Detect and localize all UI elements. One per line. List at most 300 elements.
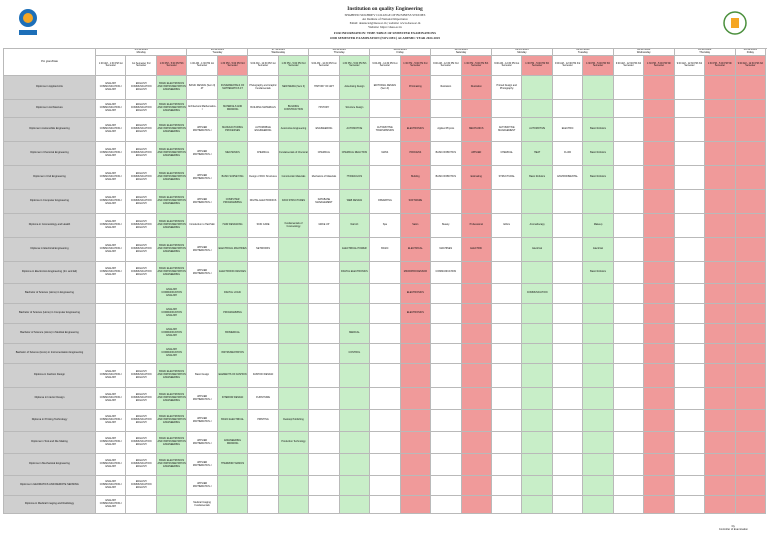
exam-cell <box>491 190 521 214</box>
exam-cell <box>461 432 491 454</box>
exam-cell <box>491 304 521 324</box>
exam-cell <box>735 304 765 324</box>
exam-cell <box>613 304 643 324</box>
exam-cell <box>278 364 308 388</box>
exam-cell <box>370 476 400 496</box>
exam-cell: ENGLISH COMMUNICATION-I ENGLISH <box>96 262 126 284</box>
exam-cell <box>522 190 552 214</box>
exam-cell: BASIC ELECTRONICS AND INSTRUMENTATION ENGINEERING <box>156 410 186 432</box>
exam-cell: Aromatherapy <box>522 214 552 238</box>
exam-cell: CHEMICAL REACTION <box>339 142 369 166</box>
exam-cell <box>461 190 491 214</box>
exam-cell: Applied Physics <box>431 118 461 142</box>
exam-cell <box>491 410 521 432</box>
date-header <box>248 49 309 56</box>
exam-cell: STRUCTURAL <box>491 166 521 190</box>
exam-cell <box>705 324 735 344</box>
date-header <box>674 49 735 56</box>
exam-cell <box>370 304 400 324</box>
exam-cell <box>522 100 552 118</box>
exam-cell <box>674 344 704 364</box>
exam-cell <box>522 496 552 514</box>
exam-cell <box>735 476 765 496</box>
header-line-6: ODD SEMESTER EXAMINATION (NOV-DEC) ACADEMIC YEAR 2024-2025 <box>330 36 440 40</box>
exam-cell <box>674 166 704 190</box>
exam-cell: NETWORKS <box>248 238 278 262</box>
exam-cell <box>552 324 582 344</box>
exam-cell <box>613 262 643 284</box>
program-name: Diploma in Fashion Design <box>4 364 96 388</box>
exam-cell <box>583 388 613 410</box>
exam-cell <box>400 364 430 388</box>
exam-cell <box>309 262 339 284</box>
exam-cell: BASIC ELECTRONICS AND INSTRUMENTATION ENGINEERING <box>156 388 186 410</box>
exam-cell <box>644 388 674 410</box>
exam-cell: ENGLISH COMMUNICATION ENGLISH <box>126 432 156 454</box>
exam-cell <box>644 344 674 364</box>
date-text: 27-11-2024 <box>271 48 285 51</box>
program-name: Diploma in Computer Engineering <box>4 190 96 214</box>
date-text: 26-11-2024 <box>210 48 224 51</box>
exam-cell: ENGLISH COMMUNICATION-I ENGLISH <box>96 454 126 476</box>
exam-cell: Electrical <box>522 238 552 262</box>
exam-cell <box>552 76 582 100</box>
exam-cell: ENGLISH COMMUNICATION-I ENGLISH <box>96 142 126 166</box>
exam-cell <box>674 214 704 238</box>
exam-cell <box>278 238 308 262</box>
program-name: Diploma in GEOMATICS AND REMOTE SENSING <box>4 476 96 496</box>
exam-cell <box>674 304 704 324</box>
exam-cell <box>613 284 643 304</box>
slot-header: 9:00 AM - 12:30 PM 3rd Semester <box>431 55 461 76</box>
slot-header: 1:30 PM - 5:00 PM 3rd Semester <box>400 55 430 76</box>
slot-header: 1st Semester 3rd Semester <box>126 55 156 76</box>
exam-cell <box>96 304 126 324</box>
exam-cell <box>156 496 186 514</box>
exam-cell <box>705 262 735 284</box>
exam-cell <box>491 388 521 410</box>
exam-cell <box>644 454 674 476</box>
exam-cell <box>309 304 339 324</box>
exam-cell <box>644 166 674 190</box>
exam-cell: BASIC ELECTRONICS AND INSTRUMENTATION ENGINEERING <box>156 364 186 388</box>
exam-cell <box>491 100 521 118</box>
exam-cell: AUTOMOTIVE <box>339 118 369 142</box>
exam-cell <box>705 284 735 304</box>
exam-cell <box>370 284 400 304</box>
exam-cell: ENGINEERING <box>309 118 339 142</box>
exam-cell <box>644 214 674 238</box>
exam-cell: ENGLISH COMMUNICATION ENGLISH <box>126 454 156 476</box>
exam-cell <box>644 410 674 432</box>
slot-header: 1:30 PM - 5:00 PM 5th Semester <box>156 55 186 76</box>
exam-cell <box>613 190 643 214</box>
exam-cell <box>552 432 582 454</box>
exam-cell <box>187 284 217 304</box>
exam-cell <box>583 284 613 304</box>
exam-cell: BASIC ELECTRONICS AND INSTRUMENTATION ENGINEERING <box>156 262 186 284</box>
date-header <box>370 49 431 56</box>
exam-cell: MACHINES <box>431 238 461 262</box>
slot-header: 9:00 AM - 12:30 PM 1st Semester <box>370 55 400 76</box>
exam-cell <box>705 432 735 454</box>
exam-cell: Printed Design and Photography <box>491 76 521 100</box>
exam-cell <box>491 432 521 454</box>
exam-cell: ENGLISH COMMUNICATION ENGLISH <box>126 476 156 496</box>
exam-cell <box>431 100 461 118</box>
exam-cell: CHEMICAL <box>248 142 278 166</box>
exam-cell <box>309 410 339 432</box>
exam-cell <box>522 324 552 344</box>
exam-cell <box>309 344 339 364</box>
exam-cell <box>339 432 369 454</box>
exam-cell <box>309 324 339 344</box>
exam-cell: BASIC ELECTRONICS AND INSTRUMENTATION ENGINEERING <box>156 142 186 166</box>
exam-cell: Basic Robotics <box>583 118 613 142</box>
exam-cell <box>613 166 643 190</box>
exam-cell <box>705 76 735 100</box>
program-row <box>4 496 766 514</box>
exam-cell <box>370 496 400 514</box>
exam-cell <box>674 364 704 388</box>
exam-cell: MECHANICS <box>461 118 491 142</box>
document-header <box>0 0 768 50</box>
exam-cell <box>461 496 491 514</box>
exam-cell <box>309 476 339 496</box>
exam-cell <box>339 284 369 304</box>
exam-cell <box>735 324 765 344</box>
exam-cell: ELEMENTS OF FASHION <box>217 364 247 388</box>
exam-cell <box>461 364 491 388</box>
exam-cell <box>674 262 704 284</box>
slot-header: 1:30 PM - 5:00 PM 5th Semester <box>705 55 735 76</box>
exam-cell: BASIC ROBOTICS <box>431 142 461 166</box>
exam-cell <box>370 410 400 432</box>
program-row <box>4 238 766 262</box>
exam-cell: Desktop Publishing <box>278 410 308 432</box>
exam-cell: ENGLISH COMMUNICATION-I ENGLISH <box>96 118 126 142</box>
exam-cell: BASIC <box>370 238 400 262</box>
exam-cell <box>583 476 613 496</box>
exam-cell: CONTROL <box>339 344 369 364</box>
program-column-header: Pro gram/Date <box>4 49 96 76</box>
exam-cell: ENGLISH COMMUNICATION ENGLISH <box>126 364 156 388</box>
program-name: Diploma in Automobile Engineering <box>4 118 96 142</box>
exam-cell <box>522 388 552 410</box>
exam-cell: MECHANICS <box>217 142 247 166</box>
exam-cell <box>400 324 430 344</box>
exam-cell: Design of RCC Structures <box>248 166 278 190</box>
exam-cell <box>339 364 369 388</box>
exam-cell <box>431 476 461 496</box>
program-name: Diploma in Electronics Engineering (Int. and Ed) <box>4 262 96 284</box>
date-text: 25-11-2024 <box>134 48 148 51</box>
exam-cell: BASIC ELECTRONICS AND INSTRUMENTATION ENGINEERING <box>156 238 186 262</box>
exam-cell <box>583 496 613 514</box>
program-name: Bachelor of Science (Hons) in Medical Engineering <box>4 324 96 344</box>
exam-cell <box>705 388 735 410</box>
exam-cell: ELECTRICAL MACHINES <box>217 238 247 262</box>
exam-cell <box>431 454 461 476</box>
exam-cell <box>126 284 156 304</box>
exam-cell: OPERATING <box>370 190 400 214</box>
exam-cell <box>674 476 704 496</box>
exam-cell: DATABASE MANAGEMENT <box>309 190 339 214</box>
exam-cell <box>552 496 582 514</box>
exam-cell <box>613 76 643 100</box>
exam-cell <box>705 238 735 262</box>
exam-cell <box>644 284 674 304</box>
exam-cell <box>705 142 735 166</box>
exam-cell: ENGLISH COMMUNICATION-I ENGLISH <box>96 410 126 432</box>
program-row <box>4 214 766 238</box>
exam-cell <box>522 364 552 388</box>
exam-cell <box>248 496 278 514</box>
exam-cell: BASIC ELECTRONICS AND INSTRUMENTATION ENGINEERING <box>156 166 186 190</box>
exam-cell: BASIC ELECTRONICS AND INSTRUMENTATION ENGINEERING <box>156 432 186 454</box>
exam-cell <box>735 388 765 410</box>
exam-cell <box>309 496 339 514</box>
program-row <box>4 344 766 364</box>
exam-cell: DIGITAL ELECTRONICS <box>339 262 369 284</box>
exam-cell <box>491 238 521 262</box>
exam-cell <box>309 364 339 388</box>
exam-cell: ENGLISH COMMUNICATION ENGLISH <box>126 166 156 190</box>
exam-cell: MICROPROCESSOR <box>400 262 430 284</box>
exam-cell <box>613 214 643 238</box>
exam-cell: APPLIED MATHEMATICS-I <box>187 454 217 476</box>
exam-cell <box>248 262 278 284</box>
exam-cell: DIGITAL ELECTRONICS <box>248 190 278 214</box>
program-name: Diploma in Mechanical Engineering <box>4 454 96 476</box>
exam-cell: ENGLISH COMMUNICATION ENGLISH <box>156 324 186 344</box>
slot-header: 9:00 AM - 12:30 PM 1st Semester <box>491 55 521 76</box>
date-header <box>96 49 187 56</box>
exam-cell: COMMUNICATION <box>431 262 461 284</box>
exam-cell: ENVIRONMENTAL <box>552 166 582 190</box>
exam-cell <box>400 100 430 118</box>
exam-cell: Production Technology <box>278 432 308 454</box>
exam-cell <box>370 166 400 190</box>
exam-cell <box>126 344 156 364</box>
exam-cell <box>644 496 674 514</box>
signature-line-1: Dy. <box>731 525 736 528</box>
exam-cell: APPLIED MATHEMATICS-I <box>187 118 217 142</box>
exam-cell: Beauty <box>431 214 461 238</box>
slot-header: 9:00 AM - 12:30 PM 1st Semester <box>248 55 278 76</box>
exam-cell: APPLIED MATHEMATICS-I <box>187 190 217 214</box>
exam-cell: ENGLISH COMMUNICATION-I ENGLISH <box>96 238 126 262</box>
exam-cell <box>491 496 521 514</box>
program-name: Diploma in Electrical Engineering <box>4 238 96 262</box>
exam-cell: AUTOMOBILE ENGINEERING <box>248 118 278 142</box>
exam-cell: Photography and Graphic Fundamentals <box>248 76 278 100</box>
exam-cell <box>370 262 400 284</box>
exam-cell: ENGLISH COMMUNICATION-I ENGLISH <box>96 364 126 388</box>
exam-cell <box>248 432 278 454</box>
slot-header: 9:00 AM - 12:30 PM 3rd Semester <box>735 55 765 76</box>
exam-cell: HEAT <box>522 142 552 166</box>
exam-cell: HISTORY OF ART <box>309 76 339 100</box>
program-name: Diploma in Printing Technology <box>4 410 96 432</box>
program-row <box>4 190 766 214</box>
exam-cell <box>278 304 308 324</box>
exam-cell <box>491 284 521 304</box>
exam-cell <box>552 100 582 118</box>
date-row <box>4 49 766 56</box>
exam-cell <box>583 454 613 476</box>
program-row <box>4 324 766 344</box>
slot-header: 1:30 PM - 5:00 PM 5th Semester <box>583 55 613 76</box>
exam-cell <box>735 284 765 304</box>
exam-cell: FUNDAMENTALS OF MATHEMATICS 4T <box>217 76 247 100</box>
exam-cell <box>735 344 765 364</box>
exam-cell <box>583 304 613 324</box>
exam-cell <box>461 410 491 432</box>
exam-cell <box>309 238 339 262</box>
exam-cell: MATERIALS AND DRAWING <box>217 100 247 118</box>
exam-cell <box>705 496 735 514</box>
exam-cell: BASIC ELECTRONICS AND INSTRUMENTATION ENGINEERING <box>156 100 186 118</box>
date-header <box>309 49 370 56</box>
exam-cell <box>461 100 491 118</box>
exam-cell <box>309 284 339 304</box>
exam-cell <box>552 284 582 304</box>
exam-cell <box>370 324 400 344</box>
exam-cell <box>552 476 582 496</box>
exam-cell <box>491 364 521 388</box>
slot-header: 9:00 AM - 12:30 PM 3rd Semester <box>613 55 643 76</box>
program-name: Diploma in Tool and Die Making <box>4 432 96 454</box>
exam-cell <box>735 454 765 476</box>
exam-cell: BASIC ELECTRONICS AND INSTRUMENTATION ENGINEERING <box>156 190 186 214</box>
day-text: Monday <box>136 50 146 54</box>
exam-cell <box>613 454 643 476</box>
exam-cell: ELECTRIC <box>461 238 491 262</box>
exam-cell: HISTORY <box>309 100 339 118</box>
exam-cell: PROCESS <box>400 142 430 166</box>
exam-cell <box>309 432 339 454</box>
exam-cell: WEB DESIGN <box>339 190 369 214</box>
exam-cell: Structure Design <box>339 100 369 118</box>
exam-cell: BASIC ELECTRONICS AND INSTRUMENTATION ENGINEERING <box>156 76 186 100</box>
exam-cell <box>613 476 643 496</box>
exam-cell <box>552 388 582 410</box>
program-row <box>4 76 766 100</box>
exam-cell <box>644 100 674 118</box>
exam-cell <box>491 476 521 496</box>
exam-cell: Basic Design <box>187 364 217 388</box>
exam-cell <box>461 454 491 476</box>
exam-cell: Automotive Engineering <box>278 118 308 142</box>
exam-cell <box>674 284 704 304</box>
exam-cell <box>187 344 217 364</box>
exam-cell <box>674 142 704 166</box>
exam-cell <box>705 476 735 496</box>
exam-cell <box>461 344 491 364</box>
exam-cell <box>156 476 186 496</box>
exam-cell <box>644 304 674 324</box>
program-name: Diploma in Medical Imaging and Radiology <box>4 496 96 514</box>
day-text: Thursday <box>333 50 345 54</box>
exam-cell <box>400 388 430 410</box>
exam-cell: Printmaking <box>400 76 430 100</box>
exam-cell <box>491 324 521 344</box>
exam-cell: ENGLISH COMMUNICATION ENGLISH <box>126 100 156 118</box>
date-header <box>735 49 765 56</box>
date-text: 04-12-2024 <box>637 48 651 51</box>
exam-cell: Electrical <box>583 238 613 262</box>
program-name: Diploma in Interior Design <box>4 388 96 410</box>
exam-cell <box>400 344 430 364</box>
exam-cell: BASIC ELECTRONICS AND INSTRUMENTATION ENGINEERING <box>156 454 186 476</box>
exam-cell <box>491 262 521 284</box>
exam-cell <box>552 262 582 284</box>
exam-cell: COMPUTER PROGRAMMING <box>217 190 247 214</box>
exam-cell <box>400 454 430 476</box>
exam-cell <box>126 496 156 514</box>
exam-cell: DATA STRUCTURES <box>278 190 308 214</box>
exam-cell: Advertising Design <box>339 76 369 100</box>
exam-cell: INSTRUMENTATION <box>217 344 247 364</box>
program-name: Bachelor of Science (Hons) in Instrumentation Engineering <box>4 344 96 364</box>
exam-cell: DIGITAL LOGIC <box>217 284 247 304</box>
program-row <box>4 454 766 476</box>
exam-cell: ENGLISH COMMUNICATION-I ENGLISH <box>96 496 126 514</box>
exam-cell <box>187 304 217 324</box>
exam-cell <box>735 166 765 190</box>
program-name: Diploma in Cosmetology and Health <box>4 214 96 238</box>
exam-cell <box>613 118 643 142</box>
exam-cell <box>583 190 613 214</box>
exam-cell <box>583 410 613 432</box>
exam-cell <box>431 410 461 432</box>
slot-header: 1:30 PM - 5:00 PM 3rd Semester <box>217 55 247 76</box>
exam-cell: Professional <box>461 214 491 238</box>
exam-cell <box>400 432 430 454</box>
exam-cell: BIOMEDICAL <box>217 324 247 344</box>
exam-cell: ELECTRONICS <box>400 118 430 142</box>
exam-cell <box>613 432 643 454</box>
exam-cell <box>339 410 369 432</box>
exam-cell: ENGLISH COMMUNICATION-I ENGLISH <box>96 432 126 454</box>
exam-cell: Mechanics of Materials <box>309 166 339 190</box>
exam-cell: BASIC ELECTRICAL <box>217 410 247 432</box>
exam-cell: APPLIED MATHEMATICS-I <box>187 432 217 454</box>
exam-cell: ENGLISH COMMUNICATION ENGLISH <box>156 304 186 324</box>
day-text: Friday <box>396 50 404 54</box>
exam-cell <box>735 238 765 262</box>
exam-cell <box>431 190 461 214</box>
exam-cell <box>278 324 308 344</box>
exam-cell <box>552 190 582 214</box>
exam-cell <box>278 476 308 496</box>
exam-cell <box>248 344 278 364</box>
slot-header: 1:30 PM - 5:00 PM 3rd Semester <box>278 55 308 76</box>
exam-cell <box>370 344 400 364</box>
exam-timetable <box>3 48 766 514</box>
exam-cell <box>674 496 704 514</box>
exam-cell <box>522 476 552 496</box>
exam-cell <box>552 364 582 388</box>
exam-cell <box>644 262 674 284</box>
exam-cell: BASIC DESIGN (Sem II) 4T <box>187 76 217 100</box>
exam-cell: Fundamentals of Chemical <box>278 142 308 166</box>
date-text: 03-12-2024 <box>576 48 590 51</box>
exam-cell: MEDICAL <box>339 324 369 344</box>
exam-cell <box>644 190 674 214</box>
exam-cell: Basic Robotics <box>583 142 613 166</box>
